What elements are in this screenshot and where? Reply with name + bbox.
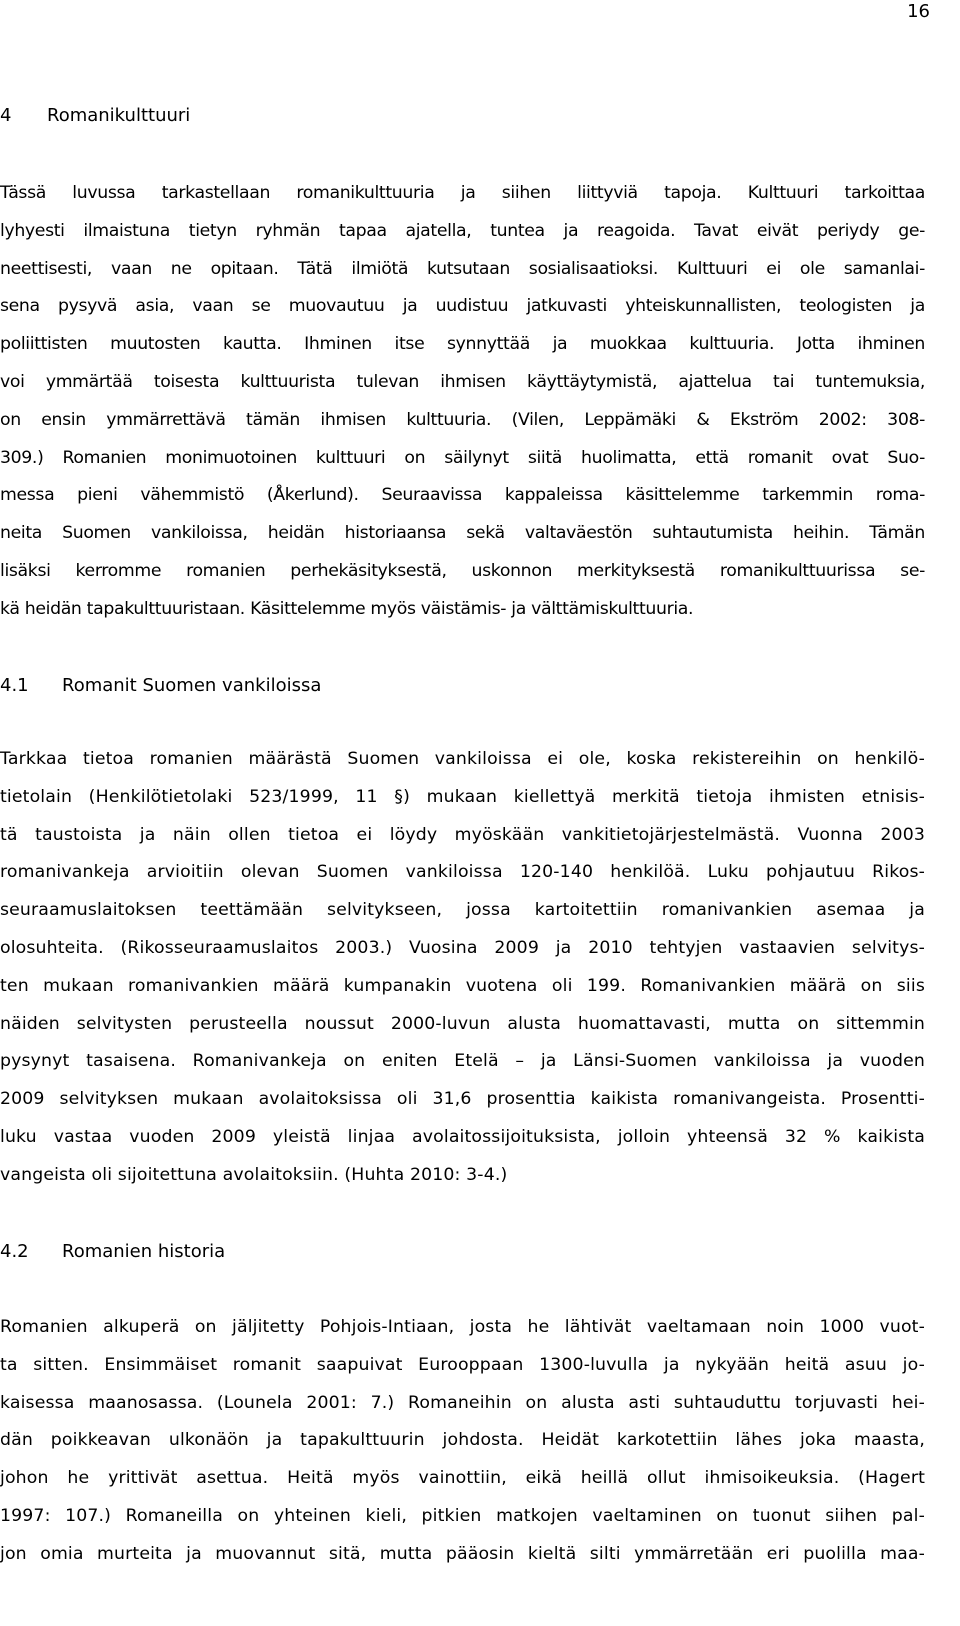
paragraph-line: vangeista oli sijoitettuna avolaitoksiin. (Huhta 2010: 3-4.) <box>0 1164 508 1185</box>
section-number: 4.2 <box>0 1241 29 1262</box>
paragraph-line: tietolain (Henkilötietolaki 523/1999, 11 §) mukaan kiellettyä merkitä tietoja ihmisten etnisis- <box>0 786 925 807</box>
chapter-heading <box>0 104 190 128</box>
paragraph-line: luku vastaa vuoden 2009 yleistä linjaa avolaitossijoituksista, jolloin yhteensä 32 % kaikista <box>0 1126 925 1147</box>
paragraph-line: messa pieni vähemmistö (Åkerlund). Seuraavissa kappaleissa käsittelemme tarkemmin roma- <box>0 485 925 506</box>
paragraph-line: voi ymmärtää toisesta kulttuurista tulevan ihmisen käyttäytymistä, ajattelua tai tuntemuksia, <box>0 371 925 392</box>
chapter-number: 4 <box>0 105 12 126</box>
paragraph-line: neita Suomen vankiloissa, heidän historiaansa sekä valtaväestön suhtautumista heihin. Tämän <box>0 523 925 544</box>
paragraph-line: olosuhteita. (Rikosseuraamuslaitos 2003.) Vuosina 2009 ja 2010 tehtyjen vastaavien selvitys- <box>0 937 925 958</box>
paragraph-line: lisäksi kerromme romanien perhekäsityksestä, uskonnon merkityksestä romanikulttuurissa se- <box>0 560 925 581</box>
section-number: 4.1 <box>0 675 29 696</box>
paragraph-line: Romanien alkuperä on jäljitetty Pohjois-Intiaan, josta he lähtivät vaeltamaan noin 1000 vuot- <box>0 1317 925 1337</box>
paragraph-line: 2009 selvityksen mukaan avolaitoksissa oli 31,6 prosenttia kaikista romanivangeista. Prosentti- <box>0 1089 925 1110</box>
section-title: Romanien historia <box>62 1241 226 1262</box>
chapter-title: Romanikulttuuri <box>47 105 191 126</box>
paragraph-line: johon he yrittivät asettua. Heitä myös vainottiin, eikä heillä ollut ihmisoikeuksia. (Hagert <box>0 1468 925 1489</box>
paragraph-line: poliittisten muutosten kautta. Ihminen itse synnyttää ja muokkaa kulttuuria. Jotta ihminen <box>0 334 925 355</box>
paragraph-line: 1997: 107.) Romaneilla on yhteinen kieli, pitkien matkojen vaeltaminen on tuonut siihen pal- <box>0 1505 925 1526</box>
paragraph-line: lyhyesti ilmaistuna tietyn ryhmän tapaa ajatella, tuntea ja reagoida. Tavat eivät periydy ge- <box>0 220 925 241</box>
section-4-2-paragraph <box>0 1309 925 1574</box>
section-title: Romanit Suomen vankiloissa <box>62 675 322 696</box>
paragraph-line: näiden selvitysten perusteella noussut 2000-luvun alusta huomattavasti, mutta on sittemmin <box>0 1013 925 1034</box>
page-number: 16 <box>907 1 930 22</box>
paragraph-line: jon omia murteita ja muovannut sitä, mutta pääosin kieltä silti ymmärretään eri puolilla maa- <box>0 1543 925 1564</box>
paragraph-line: romanivankeja arvioitiin olevan Suomen vankiloissa 120-140 henkilöä. Luku pohjautuu Rikos- <box>0 862 925 883</box>
paragraph-line: Tässä luvussa tarkastellaan romanikulttuuria ja siihen liittyviä tapoja. Kulttuuri tarkoittaa <box>0 183 925 203</box>
paragraph-line: neettisesti, vaan ne opitaan. Tätä ilmiötä kutsutaan sosialisaatioksi. Kulttuuri ei ole samanlai- <box>0 258 925 279</box>
paragraph-line: pysynyt tasaisena. Romanivankeja on eniten Etelä – ja Länsi-Suomen vankiloissa ja vuoden <box>0 1051 925 1072</box>
chapter-intro-paragraph <box>0 175 925 629</box>
paragraph-line: tä taustoista ja näin ollen tietoa ei löydy myöskään vankitietojärjestelmästä. Vuonna 2003 <box>0 824 925 845</box>
section-heading-4-1 <box>0 674 321 698</box>
section-4-1-paragraph <box>0 741 925 1195</box>
paragraph-line: sena pysyvä asia, vaan se muovautuu ja uudistuu jatkuvasti yhteiskunnallisten, teologisten ja <box>0 296 925 317</box>
paragraph-line: 309.) Romanien monimuotoinen kulttuuri on säilynyt siitä huolimatta, että romanit ovat Suo- <box>0 447 925 468</box>
paragraph-line: dän poikkeavan ulkonäön ja tapakulttuurin johdosta. Heidät karkotettiin lähes joka maasta, <box>0 1430 925 1451</box>
paragraph-line: kaisessa maanosassa. (Lounela 2001: 7.) Romaneihin on alusta asti suhtauduttu torjuvasti hei- <box>0 1392 925 1413</box>
paragraph-line: kä heidän tapakulttuuristaan. Käsittelemme myös väistämis- ja välttämiskulttuuria. <box>0 598 694 619</box>
paragraph-line: on ensin ymmärrettävä tämän ihmisen kulttuuria. (Vilen, Leppämäki & Ekström 2002: 308- <box>0 409 925 430</box>
paragraph-line: ten mukaan romanivankien määrä kumpanakin vuotena oli 199. Romanivankien määrä on siis <box>0 975 925 996</box>
paragraph-line: ta sitten. Ensimmäiset romanit saapuivat Eurooppaan 1300-luvulla ja nykyään heitä asuu jo- <box>0 1354 925 1375</box>
paragraph-line: seuraamuslaitoksen teettämään selvitykseen, jossa kartoitettiin romanivankien asemaa ja <box>0 900 925 921</box>
section-heading-4-2 <box>0 1240 225 1264</box>
paragraph-line: Tarkkaa tietoa romanien määrästä Suomen vankiloissa ei ole, koska rekistereihin on henkilö- <box>0 749 925 769</box>
